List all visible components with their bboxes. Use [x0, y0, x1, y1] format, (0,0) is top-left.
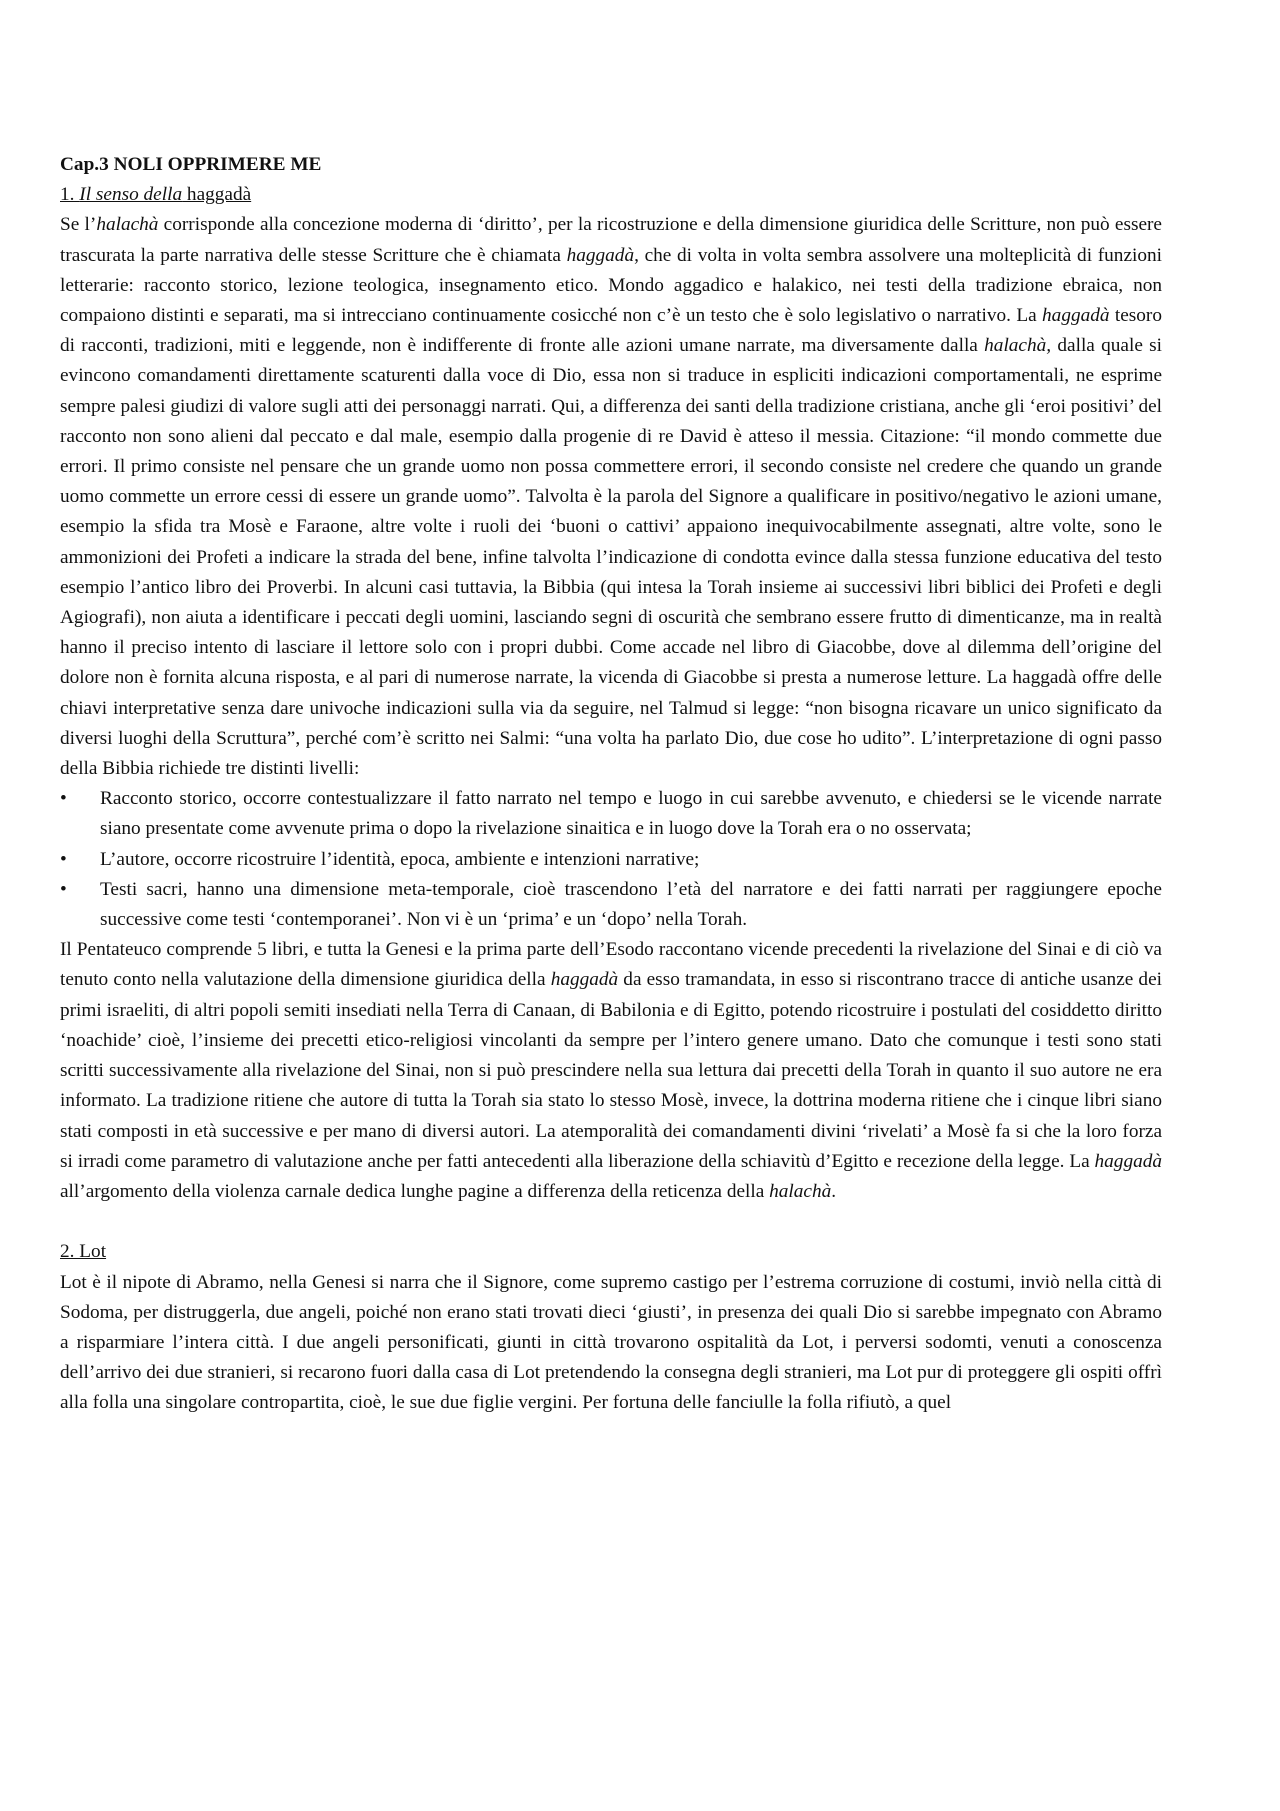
text-run: corrisponde alla concezione moderna di ‘diritto’, per la ricostruzione e della dimensione giuridica delle Scritture, non può essere trascurata la parte narrativa delle stesse Scritture che è chiamata — [60, 214, 1162, 266]
italic-term: haggadà — [1094, 1150, 1162, 1172]
bullet-icon: • — [60, 878, 67, 900]
levels-list — [60, 784, 1162, 935]
spacer — [60, 1207, 1162, 1237]
text-run: tesoro di racconti, tradizioni, miti e leggende, non è indifferente di fronte alle azioni umane narrate, ma diversamente dalla — [60, 305, 1162, 357]
list-item — [60, 845, 1162, 875]
text-run: dalla quale si evincono comandamenti direttamente scaturenti dalla voce di Dio, essa non si traduce in espliciti indicazioni comportamentali, ne esprime sempre palesi giudizi di valore sugli atti dei personaggi narrati. Qui, a differenza dei santi della tradizione cristiana, anche gli ‘eroi positivi’ del racconto non sono alieni dal peccato e dal male, esempio dalla progenie di re David è atteso il messia. Citazione: “il mondo commette due errori. Il primo consiste nel pensare che un grande uomo non possa commettere errori, il secondo consiste nel credere che quando un grande uomo commette un errore cessi di essere un grande uomo”. Talvolta è la parola del Signore a qualificare in positivo/negativo le azioni umane, esempio la sfida tra Mosè e Faraone, altre volte i ruoli dei ‘buoni o cattivi’ appaiono inequivocabilmente assegnati, altre volte, sono le ammonizioni dei Profeti a indicare la strada del bene, infine talvolta l’indicazione di condotta evince dalla stessa funzione educativa del testo esempio l’antico libro dei Proverbi. In alcuni casi tuttavia, la Bibbia (qui intesa la Torah insieme ai successivi libri biblici dei Profeti e degli Agiografi), non aiuta a identificare i peccati degli uomini, lasciando segni di oscurità che sembrano essere frutto di dimenticanze, ma in realtà hanno il preciso intento di lasciare il lettore solo con i propri dubbi. Come accade nel libro di Giacobbe, dove al dilemma dell’origine del dolore non è fornita alcuna risposta, e al pari di numerose narrate, la vicenda di Giacobbe si presta a numerose letture. La haggadà offre delle chiavi interpretative senza dare univoche indicazioni sulla via da seguire, nel Talmud si legge: “non bisogna ricavare un unico significato da diversi luoghi della Scruttura”, perché com’è scritto nei Salmi: “una volta ha parlato Dio, due cose ho udito”. L’interpretazione di ogni passo della Bibbia richiede tre distinti livelli: — [60, 335, 1163, 780]
section-1-title-italic: Il senso della — [79, 184, 183, 206]
text-run: . — [831, 1180, 837, 1202]
chapter-title: Cap.3 NOLI OPPRIMERE ME — [60, 154, 322, 175]
section-1-number: 1. — [60, 184, 80, 206]
text-run: da esso tramandata, in esso si riscontrano tracce di antiche usanze dei primi israeliti, di altri popoli semiti insediati nella Terra di Canaan, di Babilonia e di Egitto, potendo ricostruire i postulati del cosiddetto diritto ‘noachide’ cioè, l’insieme dei precetti etico-religiosi vincolanti da sempre per l’intero genere umano. Dato che comunque i testi sono stati scritti successivamente alla rivelazione del Sinai, non si può prescindere nella sua lettura dai precetti della Torah in quanto il suo autore ne era informato. La tradizione ritiene che autore di tutta la Torah sia stato lo stesso Mosè, invece, la dottrina moderna ritiene che i cinque libri siano stati composti in età successive e per mano di diversi autori. La atemporalità dei comandamenti divini ‘rivelati’ a Mosè fa si che la loro forza si irradi come parametro di valutazione anche per fatti antecedenti alla liberazione della schiavitù d’Egitto e recezione della legge. La — [60, 969, 1162, 1172]
section-1-title-rest: haggadà — [182, 184, 252, 206]
section-1-heading — [60, 180, 1162, 210]
paragraph-2 — [60, 935, 1162, 1207]
italic-term: haggadà — [566, 244, 635, 266]
text-run: Il Pentateuco comprende 5 libri, e tutta la Genesi e la prima parte dell’Esodo raccontano vicende precedenti la rivelazione del Sinai e di ciò va tenuto conto nella valutazione della dimensione giuridica della — [60, 939, 1162, 991]
italic-term: halachà — [769, 1180, 832, 1202]
paragraph-1 — [60, 210, 1162, 784]
italic-term: haggadà — [550, 969, 619, 991]
italic-term: haggadà — [1042, 305, 1110, 327]
bullet-icon: • — [60, 788, 67, 810]
list-item — [60, 784, 1162, 844]
text-run: Se l’ — [60, 214, 97, 236]
list-item-text: Testi sacri, hanno una dimensione meta-temporale, cioè trascendono l’età del narratore e dei fatti narrati per raggiungere epoche successive come testi ‘contemporanei’. Non vi è un ‘prima’ e un ‘dopo’ nella Torah. — [100, 878, 1162, 931]
text-run: , che di volta in volta sembra assolvere una molteplicità di funzioni letterarie: racconto storico, lezione teologica, insegnamento etico. Mondo aggadico e halakico, nei testi della tradizione ebraica, non compaiono distinti e separati, ma si intrecciano continuamente cosicché non c’è un testo che è solo legislativo o narrativo. La — [60, 244, 1163, 327]
list-item-text: Racconto storico, occorre contestualizzare il fatto narrato nel tempo e luogo in cui sarebbe avvenuto, e chiedersi se le vicende narrate siano presentate come avvenute prima o dopo la rivelazione sinaitica e in luogo dove la Torah era o no osservata; — [100, 788, 1162, 840]
italic-term: halachà — [96, 214, 159, 236]
italic-term: halachà, — [984, 335, 1052, 357]
section-2-heading — [60, 1237, 1162, 1267]
bullet-icon: • — [60, 848, 67, 870]
section-2-title: 2. Lot — [60, 1241, 107, 1263]
list-item-text: L’autore, occorre ricostruire l’identità, epoca, ambiente e intenzioni narrative; — [100, 848, 700, 870]
paragraph-3: Lot è il nipote di Abramo, nella Genesi si narra che il Signore, come supremo castigo per l’estrema corruzione di costumi, inviò nella città di Sodoma, per distruggerla, due angeli, poiché non erano stati trovati dieci ‘giusti’, in presenza dei quali Dio si sarebbe impegnato con Abramo a risparmiare l’intera città. I due angeli personificati, giunti in città trovarono ospitalità da Lot, i perversi sodomti, venuti a conoscenza dell’arrivo dei due stranieri, si recarono fuori dalla casa di Lot pretendendo la consegna degli stranieri, ma Lot pur di proteggere gli ospiti offrì alla folla una singolare contropartita, cioè, le sue due figlie vergini. Per fortuna delle fanciulle la folla rifiutò, a quel — [60, 1271, 1162, 1414]
text-run: all’argomento della violenza carnale dedica lunghe pagine a differenza della reticenza della — [60, 1180, 770, 1202]
list-item — [60, 875, 1162, 935]
